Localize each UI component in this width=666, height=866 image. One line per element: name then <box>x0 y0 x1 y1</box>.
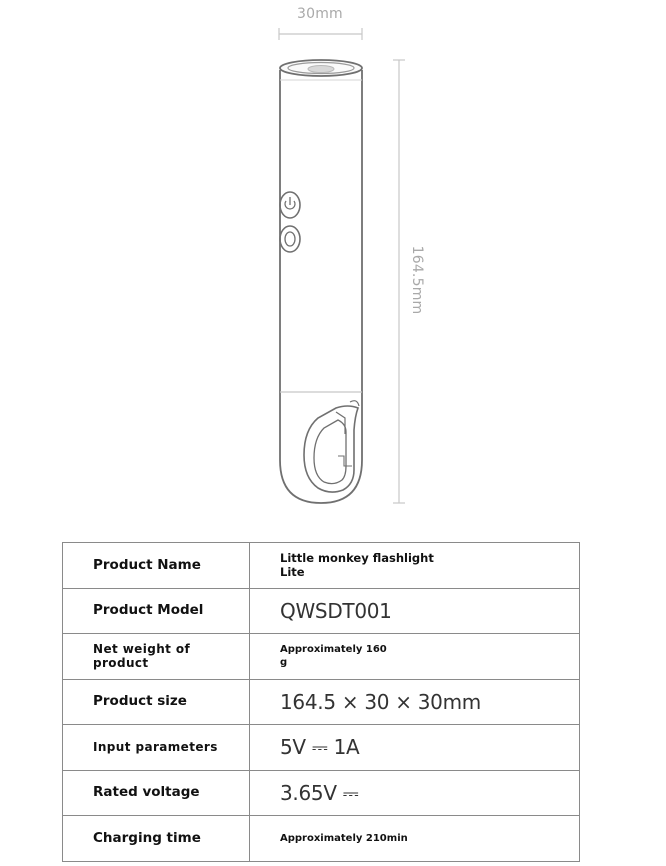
spec-value: 5V ⎓ 1A <box>280 735 360 760</box>
height-dimension-line <box>393 60 405 503</box>
width-dimension-label: 30mm <box>297 6 343 22</box>
spec-label: Input parameters <box>63 725 250 771</box>
table-row <box>63 634 580 680</box>
width-dimension-line <box>279 28 362 40</box>
specifications-table <box>62 542 580 862</box>
table-row <box>63 725 580 771</box>
power-icon <box>280 192 300 218</box>
spec-value: 164.5 × 30 × 30mm <box>280 689 481 714</box>
spec-value-cell <box>250 770 580 816</box>
spec-value: Little monkey flashlight Lite <box>280 551 434 580</box>
table-row <box>63 588 580 634</box>
spec-value-cell <box>250 679 580 725</box>
spec-label: Rated voltage <box>63 770 250 816</box>
spec-value: QWSDT001 <box>280 598 392 623</box>
spec-value: Approximately 210min <box>280 832 408 844</box>
spec-label: Product Model <box>63 588 250 634</box>
spec-value: Approximately 160 g <box>280 644 387 669</box>
height-dimension-label: 164.5mm <box>409 245 425 315</box>
carabiner-clip <box>304 401 359 492</box>
spec-label: Product Name <box>63 543 250 589</box>
spec-value-cell <box>250 816 580 862</box>
table-row <box>63 543 580 589</box>
mode-button-icon <box>280 226 300 252</box>
spec-value-cell <box>250 543 580 589</box>
spec-label: Net weight of product <box>63 634 250 680</box>
spec-label: Charging time <box>63 816 250 862</box>
spec-value-cell <box>250 634 580 680</box>
spec-label: Product size <box>63 679 250 725</box>
spec-value-cell <box>250 725 580 771</box>
table-row <box>63 679 580 725</box>
spec-value-cell <box>250 588 580 634</box>
flashlight-body <box>280 60 362 503</box>
table-row <box>63 770 580 816</box>
spec-value: 3.65V ⎓ <box>280 780 359 805</box>
table-row <box>63 816 580 862</box>
